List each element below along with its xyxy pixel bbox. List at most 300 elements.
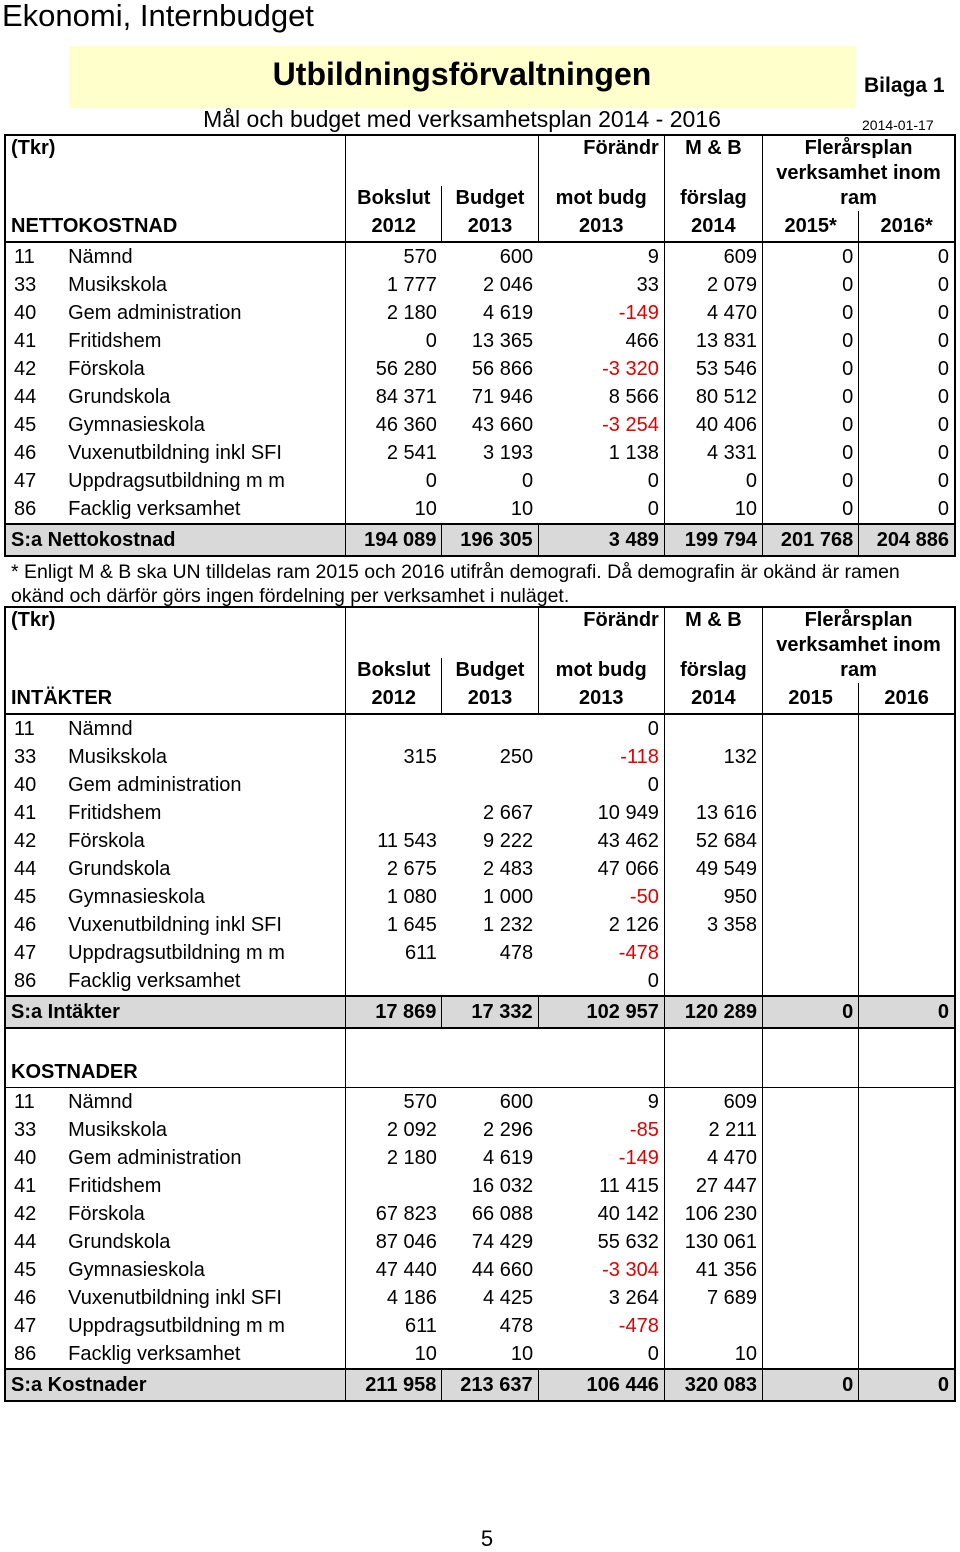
value-cell: -149	[618, 1147, 659, 1169]
value-cell: 2 180	[346, 299, 442, 327]
table-row	[5, 1088, 955, 1117]
value-cell: 13 831	[664, 327, 762, 355]
sum-value: 120 289	[664, 996, 762, 1028]
value-cell	[859, 1116, 955, 1144]
value-cell: 950	[664, 883, 762, 911]
row-code: 47	[14, 470, 37, 492]
value-cell: 0	[859, 242, 955, 271]
unit-label: (Tkr)	[11, 609, 56, 631]
row-code: 33	[14, 1119, 37, 1141]
row-name: Gymnasieskola	[68, 1259, 205, 1281]
value-cell: 315	[346, 743, 442, 771]
table-row	[5, 1312, 955, 1340]
value-cell: 3 358	[664, 911, 762, 939]
row-name: Förskola	[68, 358, 145, 380]
row-name: Gem administration	[68, 774, 242, 796]
table-row	[5, 495, 955, 524]
value-cell	[664, 714, 762, 743]
table-row	[5, 383, 955, 411]
value-cell: -3 304	[602, 1259, 659, 1281]
value-cell	[763, 1144, 859, 1172]
col-header-mb: M & B	[664, 135, 762, 161]
value-cell: 1 138	[608, 442, 659, 464]
row-name: Musikskola	[68, 1119, 168, 1141]
value-cell	[859, 1172, 955, 1200]
value-cell: 478	[499, 942, 534, 964]
sum-value: 0	[859, 1369, 955, 1401]
value-cell	[859, 939, 955, 967]
table-row	[5, 1256, 955, 1284]
value-cell: 0	[859, 327, 955, 355]
value-cell: 0	[346, 327, 442, 355]
value-cell: 0	[346, 467, 442, 495]
value-cell	[664, 771, 762, 799]
value-cell: 0	[763, 495, 859, 524]
table-row	[5, 799, 955, 827]
value-cell: 0	[647, 774, 659, 796]
value-cell	[763, 1228, 859, 1256]
value-cell: 0	[521, 470, 534, 492]
row-name: Facklig verksamhet	[68, 970, 241, 992]
value-cell: 4 470	[664, 1144, 762, 1172]
value-cell: 132	[664, 743, 762, 771]
col-header-ram: ram	[763, 658, 955, 683]
value-cell: 56 280	[346, 355, 442, 383]
value-cell	[763, 1088, 859, 1117]
value-cell: 1 645	[346, 911, 442, 939]
value-cell: 41 356	[664, 1256, 762, 1284]
sum-value: 196 305	[442, 524, 538, 556]
value-cell	[346, 799, 442, 827]
value-cell: 250	[499, 746, 534, 768]
row-code: 86	[14, 1343, 37, 1365]
sum-label: S:a Nettokostnad	[5, 524, 346, 556]
col-header-bokslut: Bokslut	[346, 186, 442, 211]
value-cell: 570	[346, 1088, 442, 1117]
row-name: Vuxenutbildning inkl SFI	[68, 442, 282, 464]
row-name: Vuxenutbildning inkl SFI	[68, 1287, 282, 1309]
value-cell: 0	[763, 467, 859, 495]
row-code: 11	[14, 718, 35, 740]
table-row	[5, 271, 955, 299]
value-cell: 0	[664, 467, 762, 495]
value-cell: 16 032	[471, 1175, 534, 1197]
value-cell	[763, 1340, 859, 1369]
page-number: 5	[480, 1526, 494, 1551]
table-row	[5, 883, 955, 911]
row-name: Gem administration	[68, 302, 242, 324]
table-row	[5, 939, 955, 967]
row-code: 40	[14, 302, 37, 324]
row-code: 45	[14, 886, 37, 908]
value-cell: 2 667	[483, 802, 534, 824]
table-row	[5, 439, 955, 467]
org-title: Utbildningsförvaltningen	[272, 56, 652, 92]
col-header-forslag: förslag	[664, 186, 762, 211]
value-cell: 10	[346, 495, 442, 524]
value-cell	[346, 771, 442, 799]
value-cell	[859, 1200, 955, 1228]
row-code: 33	[14, 746, 37, 768]
value-cell: 2 180	[346, 1144, 442, 1172]
value-cell: 3 264	[608, 1287, 659, 1309]
value-cell	[859, 855, 955, 883]
row-code: 11	[14, 246, 35, 268]
row-name: Uppdragsutbildning m m	[68, 942, 285, 964]
row-code: 42	[14, 1203, 37, 1225]
value-cell: 0	[763, 242, 859, 271]
row-name: Fritidshem	[68, 330, 162, 352]
value-cell: 10	[510, 498, 534, 520]
sum-value: 17 332	[442, 996, 538, 1028]
row-name: Förskola	[68, 830, 145, 852]
value-cell: 4 331	[664, 439, 762, 467]
value-cell	[763, 714, 859, 743]
value-cell: 1 232	[483, 914, 534, 936]
value-cell: 52 684	[664, 827, 762, 855]
row-name: Facklig verksamhet	[68, 498, 241, 520]
value-cell: 609	[664, 242, 762, 271]
sum-value: 211 958	[346, 1369, 442, 1401]
row-code: 46	[14, 442, 37, 464]
row-name: Nämnd	[68, 1091, 133, 1113]
value-cell	[859, 1228, 955, 1256]
sum-value: 201 768	[763, 524, 859, 556]
row-code: 42	[14, 358, 37, 380]
value-cell: 9 222	[483, 830, 534, 852]
value-cell: -85	[629, 1119, 659, 1141]
table-row	[5, 467, 955, 495]
footnote: * Enligt M & B ska UN tilldelas ram 2015 och 2016 utifrån demografi. Då demografin är okänd är ramen okänd och därför görs ingen fördelning per verksamhet i nuläget.	[11, 561, 900, 607]
value-cell: 2 092	[346, 1116, 442, 1144]
unit-label: (Tkr)	[11, 137, 56, 159]
row-code: 11	[14, 1091, 35, 1113]
value-cell	[859, 714, 955, 743]
col-header-budget: Budget	[442, 658, 538, 683]
table-row	[5, 1200, 955, 1228]
value-cell	[763, 1116, 859, 1144]
value-cell	[763, 911, 859, 939]
value-cell: 33	[636, 274, 659, 296]
year-header: 2012	[346, 683, 442, 714]
value-cell: 49 549	[664, 855, 762, 883]
table-row	[5, 1116, 955, 1144]
row-code: 44	[14, 858, 37, 880]
value-cell: 44 660	[471, 1259, 534, 1281]
sum-value: 106 446	[538, 1369, 664, 1401]
value-cell: 10 949	[597, 802, 659, 824]
value-cell: 27 447	[664, 1172, 762, 1200]
value-cell: 0	[859, 439, 955, 467]
table-row	[5, 299, 955, 327]
value-cell: 67 823	[346, 1200, 442, 1228]
nettokostnad-table	[4, 134, 956, 557]
sum-label: S:a Kostnader	[5, 1369, 346, 1401]
row-name: Nämnd	[68, 718, 133, 740]
value-cell: 609	[664, 1088, 762, 1117]
table-row	[5, 827, 955, 855]
value-cell	[859, 1256, 955, 1284]
row-name: Nämnd	[68, 246, 133, 268]
value-cell: 56 866	[471, 358, 534, 380]
value-cell: 0	[647, 970, 659, 992]
col-header-budget: Budget	[442, 186, 538, 211]
year-header: 2016*	[859, 211, 955, 242]
value-cell: 0	[763, 355, 859, 383]
value-cell	[859, 743, 955, 771]
row-name: Grundskola	[68, 858, 171, 880]
row-name: Grundskola	[68, 386, 171, 408]
year-header: 2012	[346, 211, 442, 242]
table-row	[5, 967, 955, 996]
value-cell: 0	[647, 470, 659, 492]
value-cell	[763, 1200, 859, 1228]
value-cell: 2 126	[608, 914, 659, 936]
value-cell	[859, 799, 955, 827]
value-cell: 43 462	[597, 830, 659, 852]
value-cell: 2 079	[664, 271, 762, 299]
value-cell: 0	[859, 271, 955, 299]
value-cell	[346, 967, 442, 996]
value-cell	[664, 967, 762, 996]
sum-value: 194 089	[346, 524, 442, 556]
row-code: 41	[14, 1175, 37, 1197]
value-cell: 0	[763, 327, 859, 355]
value-cell: 0	[647, 718, 659, 740]
value-cell: 46 360	[346, 411, 442, 439]
value-cell: 71 946	[471, 386, 534, 408]
value-cell: 611	[346, 1312, 442, 1340]
value-cell: 13 616	[664, 799, 762, 827]
value-cell: 0	[859, 467, 955, 495]
value-cell	[763, 939, 859, 967]
value-cell: 4 619	[483, 302, 534, 324]
table-row	[5, 1144, 955, 1172]
appendix-label: Bilaga 1	[864, 74, 945, 97]
value-cell: 4 470	[664, 299, 762, 327]
sum-value: 0	[763, 996, 859, 1028]
value-cell	[664, 939, 762, 967]
value-cell	[763, 855, 859, 883]
col-header-forslag: förslag	[664, 658, 762, 683]
value-cell: 47 066	[597, 858, 659, 880]
row-name: Facklig verksamhet	[68, 1343, 241, 1365]
value-cell: 106 230	[664, 1200, 762, 1228]
value-cell: -50	[629, 886, 659, 908]
row-name: Musikskola	[68, 746, 168, 768]
year-header: 2014	[664, 211, 762, 242]
value-cell	[763, 967, 859, 996]
sum-value: 0	[763, 1369, 859, 1401]
year-header: 2013	[442, 683, 538, 714]
row-name: Vuxenutbildning inkl SFI	[68, 914, 282, 936]
row-code: 42	[14, 830, 37, 852]
value-cell	[859, 967, 955, 996]
row-name: Grundskola	[68, 1231, 171, 1253]
section-header: INTÄKTER	[5, 683, 346, 714]
value-cell	[859, 1312, 955, 1340]
sum-row	[5, 996, 955, 1028]
row-code: 47	[14, 942, 37, 964]
value-cell: 0	[763, 299, 859, 327]
table-row	[5, 411, 955, 439]
value-cell: 2 675	[346, 855, 442, 883]
row-code: 41	[14, 330, 37, 352]
value-cell: 0	[647, 1343, 659, 1365]
value-cell: 1 000	[483, 886, 534, 908]
col-header-verksamhet: verksamhet inom	[763, 633, 955, 658]
table-row	[5, 1284, 955, 1312]
value-cell	[763, 1312, 859, 1340]
value-cell: -478	[618, 1315, 659, 1337]
value-cell: 2 541	[346, 439, 442, 467]
value-cell: 7 689	[664, 1284, 762, 1312]
value-cell: 9	[647, 1091, 659, 1113]
value-cell: 10	[664, 495, 762, 524]
sum-value: 102 957	[538, 996, 664, 1028]
value-cell: 0	[647, 498, 659, 520]
value-cell: 10	[346, 1340, 442, 1369]
sum-value: 17 869	[346, 996, 442, 1028]
row-code: 47	[14, 1315, 37, 1337]
value-cell: 2 483	[483, 858, 534, 880]
year-header: 2013	[538, 211, 664, 242]
value-cell: 0	[763, 271, 859, 299]
value-cell	[859, 883, 955, 911]
sum-label: S:a Intäkter	[5, 996, 346, 1028]
value-cell	[442, 967, 538, 996]
row-code: 41	[14, 802, 37, 824]
row-code: 44	[14, 1231, 37, 1253]
table-row	[5, 714, 955, 743]
value-cell	[763, 1284, 859, 1312]
table-row	[5, 1228, 955, 1256]
value-cell: 11 543	[346, 827, 442, 855]
table-row	[5, 771, 955, 799]
col-header-flerarsplan: Flerårsplan	[763, 135, 955, 161]
year-header: 2015*	[763, 211, 859, 242]
section-header: KOSTNADER	[5, 1057, 346, 1088]
value-cell: 53 546	[664, 355, 762, 383]
value-cell: 0	[859, 355, 955, 383]
value-cell: 55 632	[597, 1231, 659, 1253]
value-cell	[763, 827, 859, 855]
row-code: 40	[14, 774, 37, 796]
col-header-flerarsplan: Flerårsplan	[763, 607, 955, 633]
value-cell	[859, 911, 955, 939]
value-cell: 87 046	[346, 1228, 442, 1256]
value-cell: 9	[647, 246, 659, 268]
value-cell: 8 566	[608, 386, 659, 408]
row-name: Musikskola	[68, 274, 168, 296]
year-header: 2016	[859, 683, 955, 714]
row-name: Förskola	[68, 1203, 145, 1225]
value-cell: -478	[618, 942, 659, 964]
value-cell: 478	[499, 1315, 534, 1337]
value-cell: -149	[618, 302, 659, 324]
value-cell: 66 088	[471, 1203, 534, 1225]
row-code: 46	[14, 914, 37, 936]
row-code: 40	[14, 1147, 37, 1169]
value-cell: 11 415	[599, 1175, 659, 1197]
value-cell: 84 371	[346, 383, 442, 411]
value-cell	[763, 1172, 859, 1200]
value-cell	[763, 1256, 859, 1284]
year-header: 2015	[763, 683, 859, 714]
col-header-forandr: Förändr	[538, 607, 664, 633]
table-row	[5, 327, 955, 355]
sum-value: 3 489	[538, 524, 664, 556]
section-header: NETTOKOSTNAD	[5, 211, 346, 242]
value-cell: 611	[346, 939, 442, 967]
col-header-forandr: Förändr	[538, 135, 664, 161]
col-header-mb: M & B	[664, 607, 762, 633]
value-cell: 47 440	[346, 1256, 442, 1284]
sum-row	[5, 1369, 955, 1401]
value-cell: 1 777	[346, 271, 442, 299]
value-cell	[346, 714, 442, 743]
row-code: 86	[14, 970, 37, 992]
value-cell: 0	[859, 383, 955, 411]
value-cell: 2 046	[483, 274, 534, 296]
table-row	[5, 743, 955, 771]
value-cell: 0	[859, 299, 955, 327]
col-header-bokslut: Bokslut	[346, 658, 442, 683]
sum-row	[5, 524, 955, 556]
col-header-ram: ram	[763, 186, 955, 211]
col-header-verksamhet: verksamhet inom	[763, 161, 955, 186]
sum-value: 204 886	[859, 524, 955, 556]
value-cell	[859, 827, 955, 855]
value-cell: 466	[625, 330, 659, 352]
table-row	[5, 242, 955, 271]
value-cell: 0	[859, 495, 955, 524]
row-name: Gymnasieskola	[68, 414, 205, 436]
value-cell: -118	[620, 746, 659, 768]
value-cell	[763, 771, 859, 799]
col-header-mot-budg: mot budg	[538, 186, 664, 211]
value-cell: 130 061	[664, 1228, 762, 1256]
year-header: 2014	[664, 683, 762, 714]
document-title: Ekonomi, Internbudget	[2, 0, 314, 33]
value-cell: 4 186	[346, 1284, 442, 1312]
value-cell: 74 429	[471, 1231, 534, 1253]
value-cell: 10	[664, 1340, 762, 1369]
row-code: 46	[14, 1287, 37, 1309]
value-cell: 600	[499, 1091, 534, 1113]
value-cell	[664, 1312, 762, 1340]
value-cell: 4 619	[483, 1147, 534, 1169]
value-cell: 40 406	[664, 411, 762, 439]
col-header-mot-budg: mot budg	[538, 658, 664, 683]
value-cell	[763, 799, 859, 827]
row-name: Fritidshem	[68, 802, 162, 824]
table-row	[5, 355, 955, 383]
value-cell: 43 660	[471, 414, 534, 436]
value-cell: 4 425	[483, 1287, 534, 1309]
value-cell	[763, 883, 859, 911]
value-cell: 0	[763, 411, 859, 439]
sum-value: 213 637	[442, 1369, 538, 1401]
row-name: Fritidshem	[68, 1175, 162, 1197]
value-cell: 0	[763, 383, 859, 411]
intakter-kostnader-table	[4, 606, 956, 1402]
sum-value: 199 794	[664, 524, 762, 556]
value-cell: 600	[499, 246, 534, 268]
value-cell: 3 193	[483, 442, 534, 464]
year-header: 2013	[538, 683, 664, 714]
value-cell	[442, 714, 538, 743]
